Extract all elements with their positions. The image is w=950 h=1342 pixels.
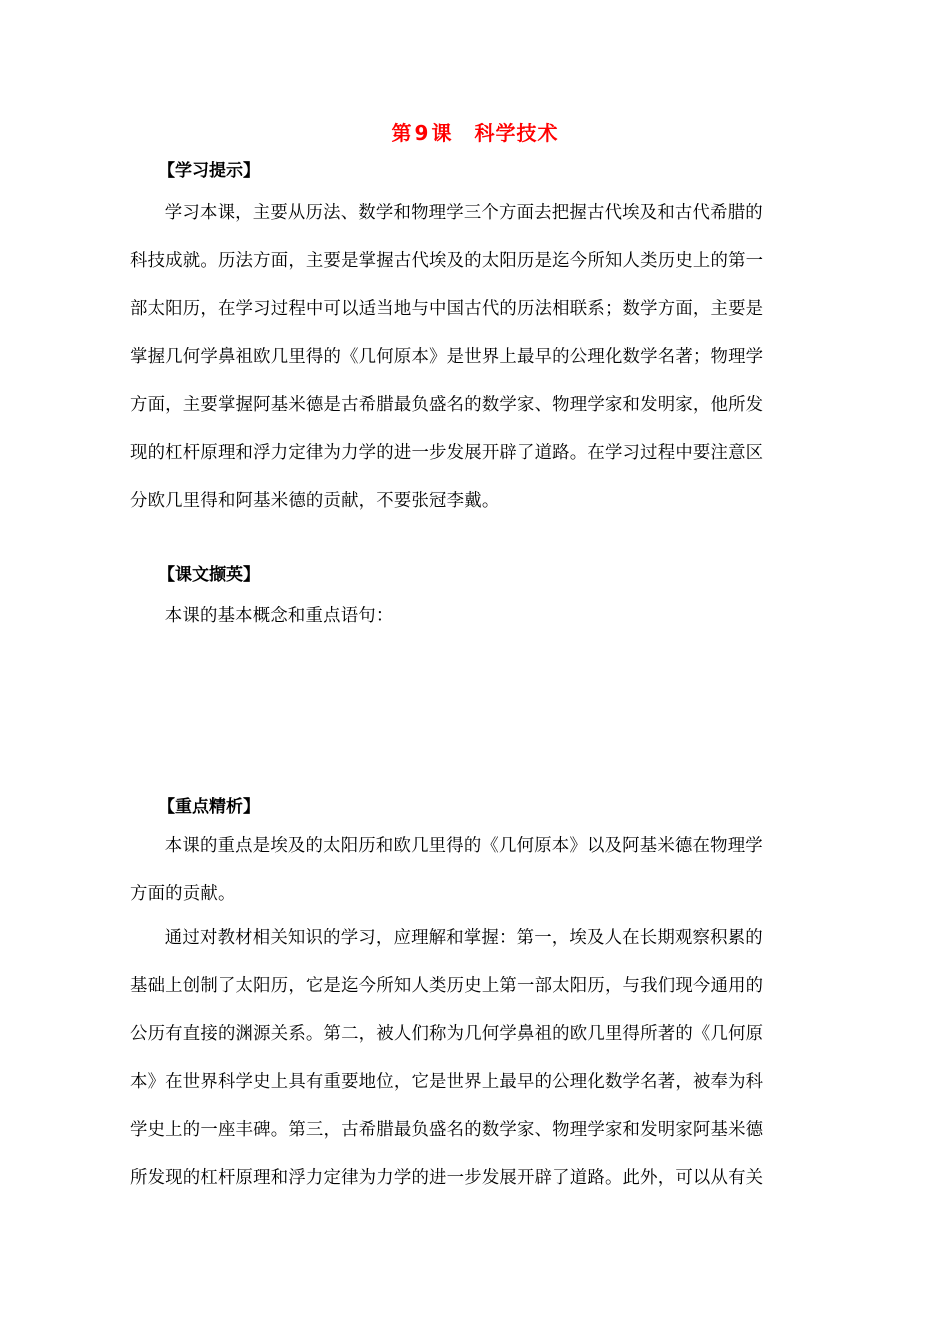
analysis-line: 学史上的一座丰碑。第三，古希腊最负盛名的数学家、物理学家和发明家阿基米德 <box>130 1120 764 1140</box>
analysis-paragraph-2 <box>130 914 820 1202</box>
title-prefix: 第 <box>391 121 413 145</box>
analysis-line: 本》在世界科学史上具有重要地位，它是世界上最早的公理化数学名著，被奉为科 <box>130 1072 764 1092</box>
tips-line: 现的杠杆原理和浮力定律为力学的进一步发展开辟了道路。在学习过程中要注意区 <box>130 443 764 463</box>
tips-line: 分欧几里得和阿基米德的贡献，不要张冠李戴。 <box>130 491 500 511</box>
tips-line: 方面，主要掌握阿基米德是古希腊最负盛名的数学家、物理学家和发明家，他所发 <box>130 395 764 415</box>
tips-line: 科技成就。历法方面，主要是掌握古代埃及的太阳历是迄今所知人类历史上的第一 <box>130 251 764 271</box>
analysis-line: 基础上创制了太阳历，它是迄今所知人类历史上第一部太阳历，与我们现今通用的 <box>130 976 764 996</box>
analysis-heading: 【重点精析】 <box>158 797 260 817</box>
title-number: 9 <box>414 121 430 145</box>
excerpt-heading: 【课文撷英】 <box>158 565 260 585</box>
excerpt-paragraph <box>130 592 820 640</box>
analysis-line: 所发现的杠杆原理和浮力定律为力学的进一步发展开辟了道路。此外，可以从有关 <box>130 1168 764 1188</box>
tips-line: 掌握几何学鼻祖欧几里得的《几何原本》是世界上最早的公理化数学名著；物理学 <box>130 347 764 367</box>
analysis-line: 通过对教材相关知识的学习，应理解和掌握：第一，埃及人在长期观察积累的 <box>164 928 763 948</box>
title-unit: 课 <box>431 121 453 145</box>
analysis-line: 方面的贡献。 <box>130 884 236 904</box>
tips-heading: 【学习提示】 <box>158 161 260 181</box>
tips-line: 学习本课，主要从历法、数学和物理学三个方面去把握古代埃及和古代希腊的 <box>164 203 763 223</box>
analysis-line: 公历有直接的渊源关系。第二，被人们称为几何学鼻祖的欧几里得所著的《几何原 <box>130 1024 764 1044</box>
analysis-paragraph-1 <box>130 822 820 918</box>
tips-paragraph <box>130 189 820 525</box>
analysis-line: 本课的重点是埃及的太阳历和欧几里得的《几何原本》以及阿基米德在物理学 <box>164 836 763 856</box>
excerpt-line: 本课的基本概念和重点语句： <box>164 606 394 626</box>
lesson-title <box>0 117 950 146</box>
tips-line: 部太阳历，在学习过程中可以适当地与中国古代的历法相联系；数学方面，主要是 <box>130 299 764 319</box>
title-name: 科学技术 <box>474 121 559 145</box>
